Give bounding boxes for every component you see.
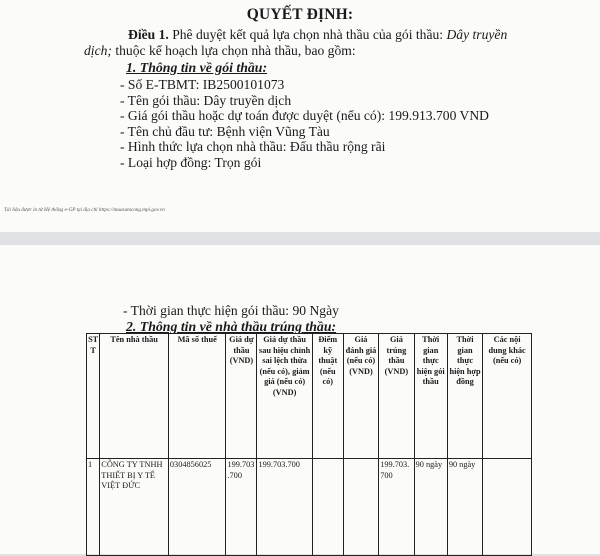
- article-1-paragraph: [84, 27, 524, 58]
- winning-contractor-table: [86, 333, 532, 556]
- cell-eval-price: [343, 459, 378, 556]
- info-selection-method: - Hình thức lựa chọn nhà thầu: Đấu thầu rộng rãi: [120, 139, 386, 154]
- info-package-name: - Tên gói thầu: Dây truyền dịch: [120, 92, 292, 108]
- article-text: Phê duyệt kết quả lựa chọn nhà thầu của gói thầu:: [172, 27, 444, 42]
- header-package-time: Thời gian thực hiện gói thầu: [414, 334, 447, 459]
- cell-package-time: 90 ngày: [414, 459, 447, 556]
- table-header-row: [87, 334, 532, 459]
- section-2-title: 2. Thông tin về nhà thầu trúng thầu:: [126, 319, 337, 334]
- info-tbmt: - Số E-TBMT: IB2500101073: [120, 77, 285, 92]
- header-stt: STT: [87, 334, 100, 459]
- cell-other: [483, 459, 532, 556]
- header-eval-price: Giá đánh giá (nếu có) (VND): [343, 334, 378, 459]
- header-tax-code: Mã số thuế: [168, 334, 226, 459]
- cell-adjusted-price: 199.703.700: [257, 459, 312, 556]
- execution-time-line: - Thời gian thực hiện gói thầu: 90 Ngày: [123, 303, 339, 318]
- cell-tax-code: 0304856025: [168, 459, 226, 556]
- header-award-price: Giá trúng thầu (VND): [379, 334, 414, 459]
- package-info-list: [120, 77, 489, 170]
- info-investor: - Tên chủ đầu tư: Bệnh viện Vũng Tàu: [120, 123, 330, 139]
- section-1-title: 1. Thông tin về gói thầu:: [126, 60, 268, 75]
- cell-stt: 1: [87, 459, 100, 556]
- table-row: [87, 459, 532, 556]
- info-contract-type: - Loại hợp đồng: Trọn gói: [120, 154, 262, 170]
- info-package-price: - Giá gói thầu hoặc dự toán được duyệt (nếu có): 199.913.700 VND: [120, 108, 489, 123]
- header-adjusted-price: Giá dự thầu sau hiệu chỉnh sai lệch thừa (nếu có), giảm giá (nếu có) (VND): [257, 334, 312, 459]
- package-name: Dây truyền dịch;: [84, 27, 508, 58]
- cell-contract-time: 90 ngày: [447, 459, 482, 556]
- cell-award-price: 199.703.700: [379, 459, 414, 556]
- cell-bid-price: 199.703.700: [226, 459, 257, 556]
- article-text-end: thuộc kế hoạch lựa chọn nhà thầu, bao gồm:: [115, 42, 356, 58]
- cell-tech-score: [312, 459, 343, 556]
- egp-footer-note: Tài liệu được in từ Hệ thống e-GP tại địa chỉ https://muasamcong.mpi.gov.vn: [4, 207, 165, 213]
- document-page-1: [0, 0, 600, 232]
- header-contractor-name: Tên nhà thầu: [100, 334, 169, 459]
- decision-title: QUYẾT ĐỊNH:: [246, 6, 354, 23]
- article-label: Điều 1.: [128, 27, 169, 42]
- header-bid-price: Giá dự thầu (VND): [226, 334, 257, 459]
- cell-contractor-name: CÔNG TY TNHH THIẾT BỊ Y TẾ VIỆT ĐỨC: [100, 459, 169, 556]
- header-tech-score: Điểm kỹ thuật (nếu có): [312, 334, 343, 459]
- document-page-2: [0, 245, 600, 554]
- header-contract-time: Thời gian thực hiện hợp đồng: [447, 334, 482, 459]
- header-other: Các nội dung khác (nếu có): [483, 334, 532, 459]
